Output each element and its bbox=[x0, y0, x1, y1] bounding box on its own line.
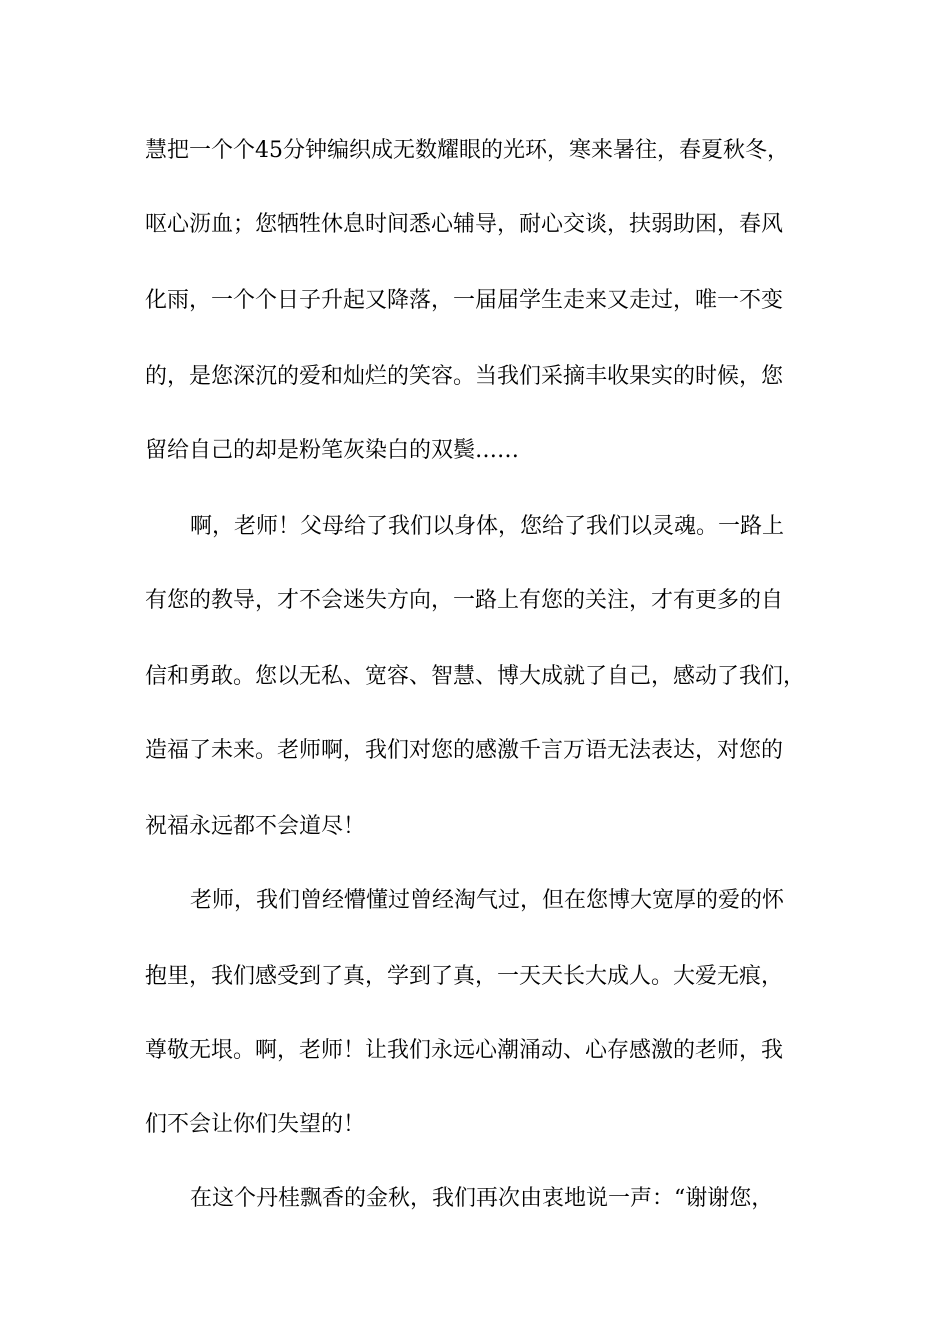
paragraph-start-line: 老师，我们曾经懵懂过曾经淘气过，但在您博大宽厚的爱的怀 bbox=[190, 888, 785, 913]
text-line: 抱里，我们感受到了真，学到了真，一天天长大成人。大爱无痕， bbox=[145, 964, 784, 989]
text-line: 们不会让你们失望的！ bbox=[145, 1112, 366, 1137]
text-line: 化雨，一个个日子升起又降落，一届届学生走来又走过，唯一不变 bbox=[145, 288, 784, 313]
text-line: 造福了未来。老师啊，我们对您的感激千言万语无法表达，对您的 bbox=[145, 738, 784, 763]
text-line: 呕心沥血；您牺牲休息时间悉心辅导，耐心交谈，扶弱助困，春风 bbox=[145, 212, 784, 237]
text-line: 留给自己的却是粉笔灰染白的双鬓…… bbox=[145, 438, 520, 463]
text-line: 尊敬无垠。啊，老师！让我们永远心潮涌动、心存感激的老师，我 bbox=[145, 1038, 784, 1063]
text-line: 慧把一个个45分钟编织成无数耀眼的光环，寒来暑往，春夏秋冬， bbox=[145, 138, 789, 163]
text-line: 的，是您深沉的爱和灿烂的笑容。当我们采摘丰收果实的时候，您 bbox=[145, 364, 784, 389]
paragraph-start-line: 啊，老师！父母给了我们以身体，您给了我们以灵魂。一路上 bbox=[190, 514, 785, 539]
paragraph-start-line: 在这个丹桂飘香的金秋，我们再次由衷地说一声：“谢谢您， bbox=[190, 1186, 774, 1211]
text-line: 有您的教导，才不会迷失方向，一路上有您的关注，才有更多的自 bbox=[145, 588, 784, 613]
text-line: 信和勇敢。您以无私、宽容、智慧、博大成就了自己，感动了我们， bbox=[145, 664, 806, 689]
text-line: 祝福永远都不会道尽！ bbox=[145, 814, 366, 839]
